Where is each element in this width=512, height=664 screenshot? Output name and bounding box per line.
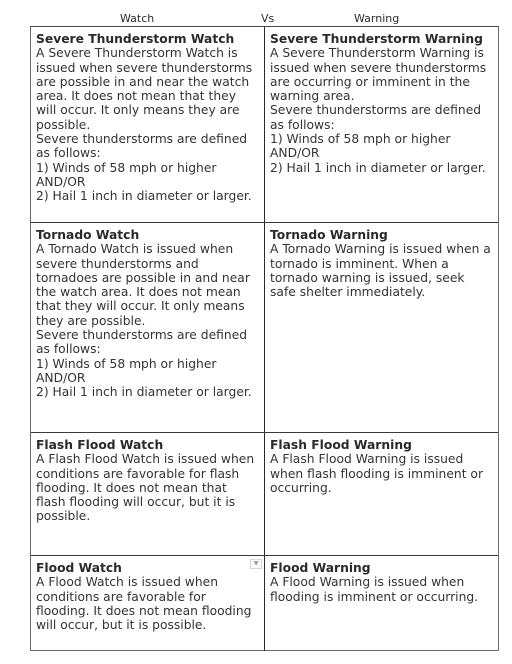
cell-text: A Severe Thunderstorm Warning is issued when severe thunderstorms are occurring or imminent in the warning area. (270, 46, 487, 104)
cell-text: 2) Hail 1 inch in diameter or larger. (36, 385, 252, 400)
warning-cell[interactable] (265, 223, 498, 432)
warning-cell[interactable] (265, 556, 498, 651)
cell-title: Severe Thunderstorm Warning (270, 32, 483, 46)
watch-cell[interactable] (31, 223, 265, 432)
column-header-watch: Watch (120, 12, 155, 25)
warning-cell[interactable] (265, 433, 498, 555)
cell-text: Severe thunderstorms are defined as follows: (270, 103, 482, 132)
cell-text: Severe thunderstorms are defined as follows: (36, 328, 248, 357)
cell-text: AND/OR (36, 370, 86, 385)
cell-title: Flood Watch (36, 561, 122, 575)
table-row-flash-flood (31, 433, 498, 556)
watch-cell[interactable] (31, 433, 265, 555)
cell-text: 2) Hail 1 inch in diameter or larger. (270, 160, 486, 175)
watch-warning-table (30, 26, 499, 651)
cell-text: A Flash Flood Watch is issued when conditions are favorable for flash flooding. It does not mean that flash flooding will occur, but it is possible. (36, 452, 255, 524)
cell-title: Flood Warning (270, 561, 371, 575)
cell-text: Severe thunderstorms are defined as follows: (36, 132, 248, 161)
cell-text: 1) Winds of 58 mph or higher (36, 356, 217, 371)
cell-title: Severe Thunderstorm Watch (36, 32, 235, 46)
cell-text: A Tornado Warning is issued when a tornado is imminent. When a tornado warning is issued, seek safe shelter immediately. (270, 242, 491, 300)
cell-text: A Flash Flood Warning is issued when flash flooding is imminent or occurring. (270, 452, 484, 495)
column-header-vs: Vs (261, 12, 275, 25)
cell-title: Flash Flood Warning (270, 438, 412, 452)
cell-title: Flash Flood Watch (36, 438, 164, 452)
cell-text: 1) Winds of 58 mph or higher (36, 160, 217, 175)
table-row-flood (31, 556, 498, 651)
warning-cell[interactable] (265, 27, 498, 222)
chevron-down-icon[interactable]: ▼ (250, 559, 262, 569)
column-header-warning: Warning (354, 12, 400, 25)
cell-text: A Tornado Watch is issued when severe thunderstorms and tornadoes are possible in and near the watch area. It does not mean that they will occur. It only means they are possible. (36, 242, 250, 328)
cell-text: A Severe Thunderstorm Watch is issued when severe thunderstorms are possible in and near the watch area. It does not mean that they will occur. It only means they are possible. (36, 46, 253, 132)
cell-text: A Flood Warning is issued when flooding is imminent or occurring. (270, 575, 479, 604)
cell-text: A Flood Watch is issued when conditions are favorable for flooding. It does not mean flooding will occur, but it is possible. (36, 575, 252, 633)
cell-text: AND/OR (36, 174, 86, 189)
cell-title: Tornado Warning (270, 228, 388, 242)
table-row-severe-thunderstorm (31, 27, 498, 223)
cell-text: 2) Hail 1 inch in diameter or larger. (36, 189, 252, 204)
cell-title: Tornado Watch (36, 228, 140, 242)
cell-text: 1) Winds of 58 mph or higher (270, 132, 451, 147)
cell-text: AND/OR (270, 146, 320, 161)
watch-cell[interactable] (31, 27, 265, 222)
table-row-tornado (31, 223, 498, 433)
watch-cell[interactable] (31, 556, 265, 651)
